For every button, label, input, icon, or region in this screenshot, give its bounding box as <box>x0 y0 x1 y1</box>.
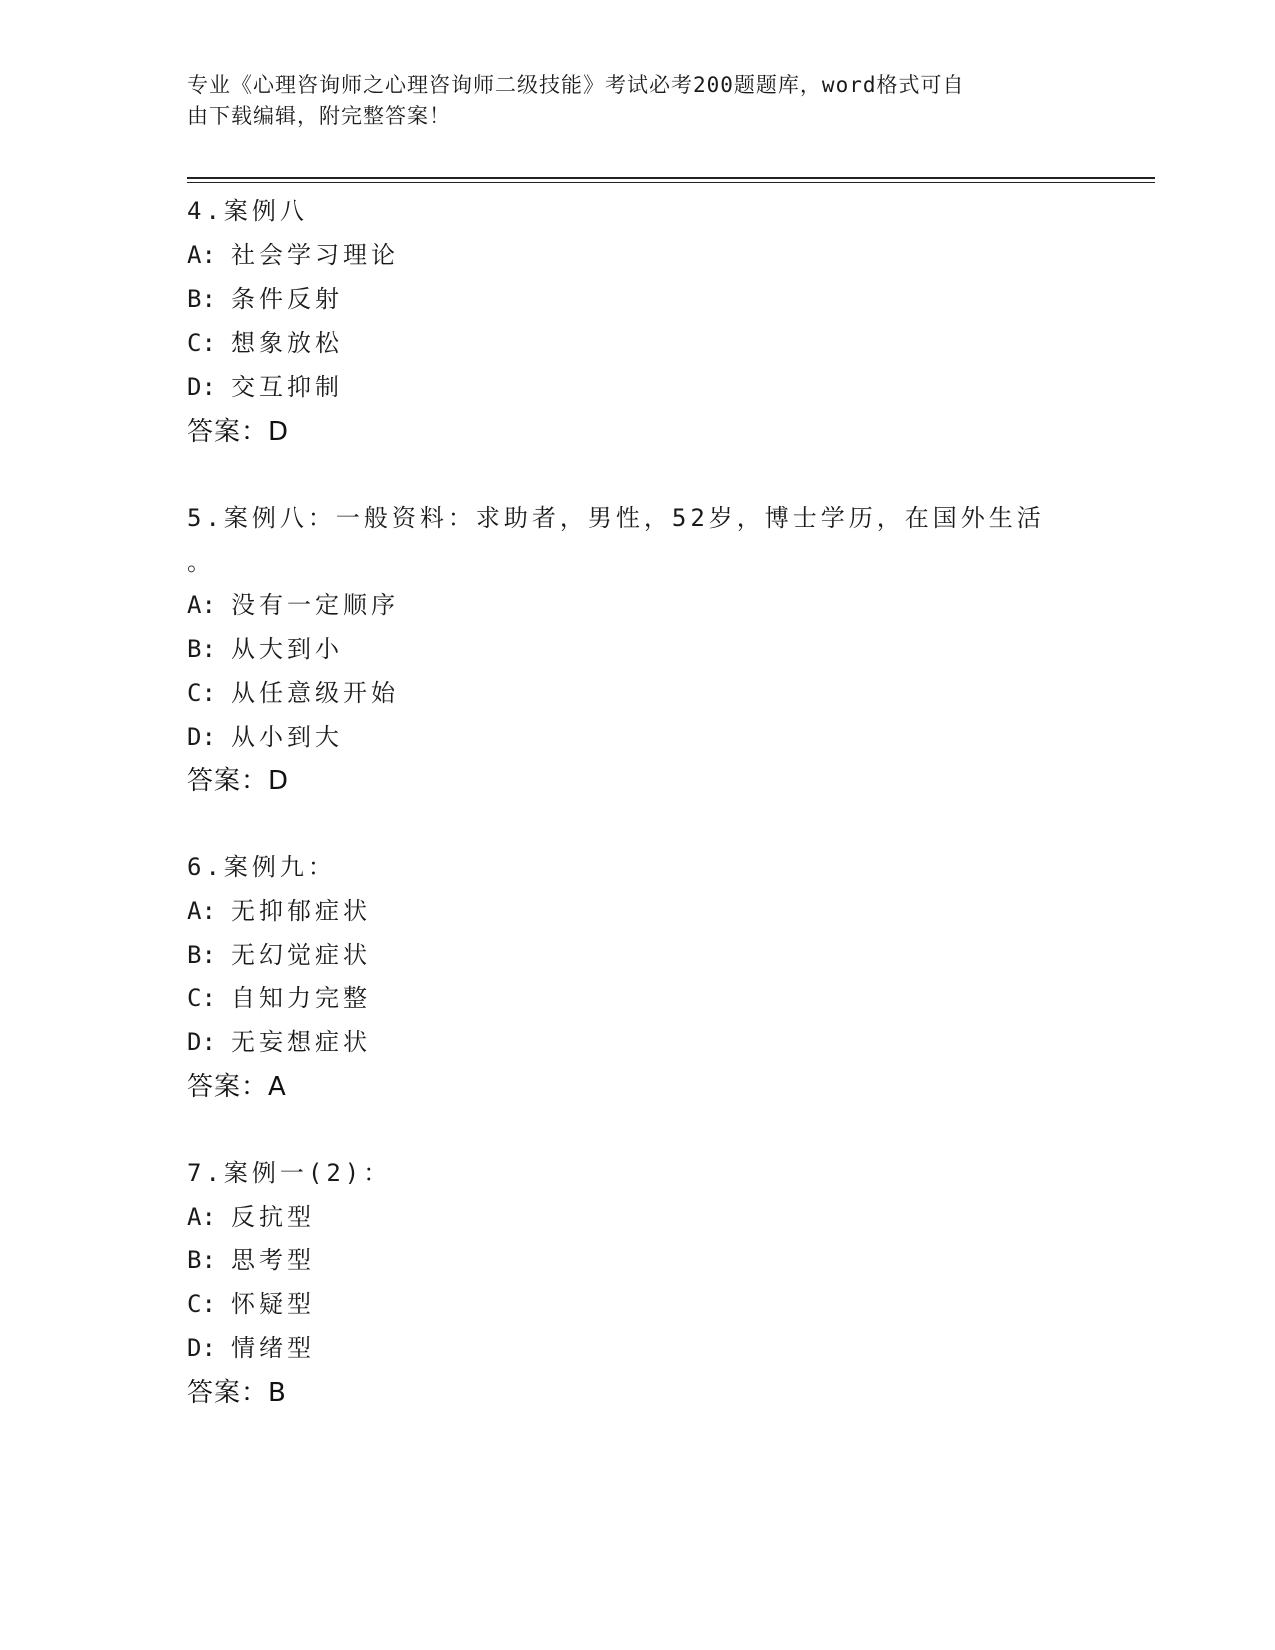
question-4-option-d <box>187 367 343 402</box>
option-text: 无抑郁症状 <box>231 897 371 925</box>
question-6-option-c <box>187 978 371 1013</box>
question-7-option-c <box>187 1284 315 1319</box>
option-text: 无妄想症状 <box>231 1028 371 1056</box>
question-7-text: 7.案例一(2)： <box>187 1159 392 1187</box>
option-label: B: <box>187 635 216 663</box>
option-label: B: <box>187 941 216 969</box>
question-4-option-a <box>187 235 399 270</box>
option-label: C: <box>187 329 216 357</box>
option-text: 从小到大 <box>231 723 343 751</box>
option-label: A: <box>187 897 216 925</box>
option-text: 情绪型 <box>231 1334 315 1362</box>
option-label: B: <box>187 1246 216 1274</box>
option-text: 无幻觉症状 <box>231 941 371 969</box>
option-text: 反抗型 <box>231 1203 315 1231</box>
header-divider-thin <box>187 182 1155 183</box>
option-label: C: <box>187 679 216 707</box>
header-line-1: 专业《心理咨询师之心理咨询师二级技能》考试必考200题题库，word格式可自 <box>187 73 965 97</box>
question-4-option-c <box>187 323 343 358</box>
option-text: 没有一定顺序 <box>231 591 399 619</box>
question-5-answer: 答案：D <box>187 766 290 796</box>
option-text: 从大到小 <box>231 635 343 663</box>
question-6-option-b <box>187 935 371 970</box>
question-5-option-b <box>187 629 343 664</box>
option-label: C: <box>187 984 216 1012</box>
question-4-text: 4.案例八 <box>187 197 308 225</box>
option-label: D: <box>187 373 216 401</box>
question-6-option-a <box>187 891 371 926</box>
question-6-text: 6.案例九： <box>187 853 336 881</box>
option-text: 从任意级开始 <box>231 679 399 707</box>
option-text: 自知力完整 <box>231 984 371 1012</box>
question-4-answer: 答案：D <box>187 417 290 447</box>
option-text: 社会学习理论 <box>231 241 399 269</box>
question-5-text-continued: 。 <box>187 548 215 576</box>
question-5-option-c <box>187 673 399 708</box>
option-label: C: <box>187 1290 216 1318</box>
question-4-option-b <box>187 279 343 314</box>
option-text: 想象放松 <box>231 329 343 357</box>
option-text: 条件反射 <box>231 285 343 313</box>
question-5-option-d <box>187 717 343 752</box>
question-6-answer: 答案：A <box>187 1072 287 1102</box>
option-label: D: <box>187 723 216 751</box>
option-label: A: <box>187 591 216 619</box>
question-7-option-b <box>187 1240 315 1275</box>
header-divider-thick <box>187 177 1155 179</box>
option-text: 交互抑制 <box>231 373 343 401</box>
option-label: A: <box>187 241 216 269</box>
question-7-answer: 答案：B <box>187 1378 287 1408</box>
question-7-option-a <box>187 1197 315 1232</box>
option-text: 怀疑型 <box>231 1290 315 1318</box>
document-header <box>187 70 1067 132</box>
option-label: D: <box>187 1028 216 1056</box>
header-line-2: 由下载编辑，附完整答案！ <box>187 104 451 128</box>
option-label: A: <box>187 1203 216 1231</box>
option-label: B: <box>187 285 216 313</box>
question-7-option-d <box>187 1328 315 1363</box>
question-6-option-d <box>187 1022 371 1057</box>
question-5-option-a <box>187 585 399 620</box>
option-label: D: <box>187 1334 216 1362</box>
option-text: 思考型 <box>231 1246 315 1274</box>
question-5-text: 5.案例八：一般资料：求助者，男性，52岁，博士学历，在国外生活 <box>187 504 1045 532</box>
